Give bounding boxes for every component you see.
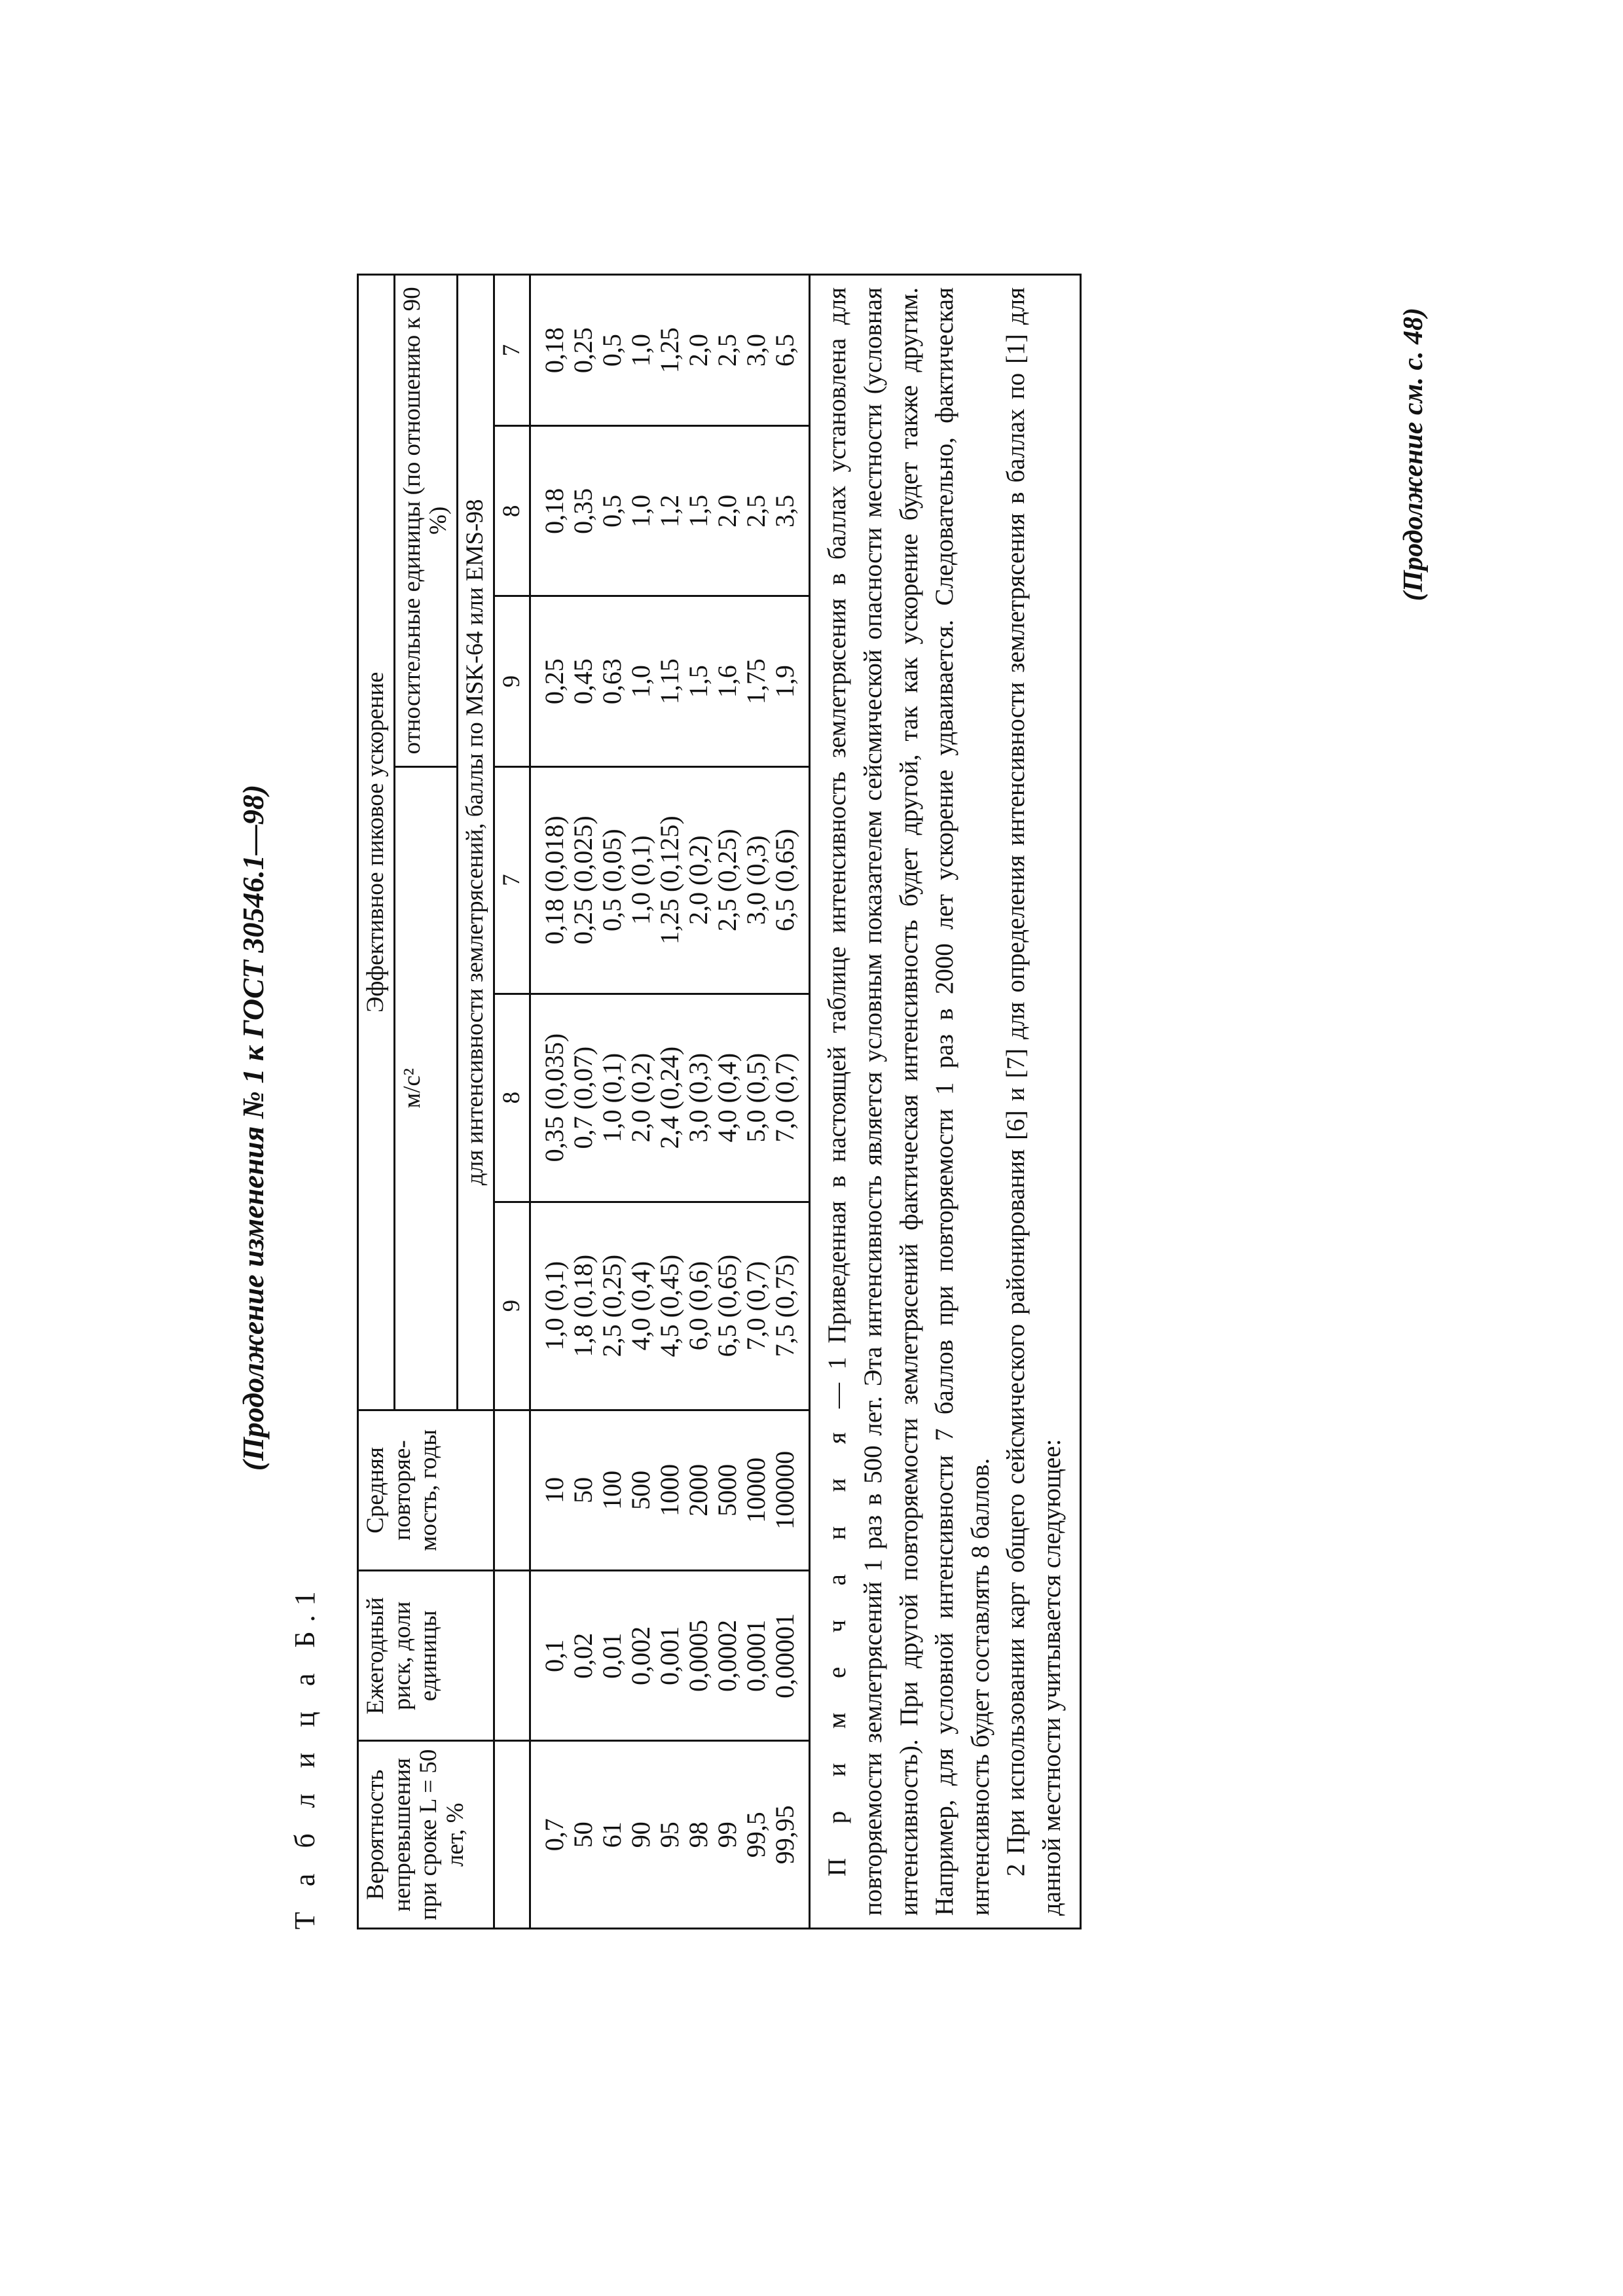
header-blank: [494, 1741, 530, 1929]
page-header: (Продолжение изменения № 1 к ГОСТ 30546.1—98): [236, 784, 270, 1471]
table-cell-value: 99,5: [741, 1812, 771, 1858]
header-grade-9: 9: [494, 596, 530, 766]
header-grade-7: 7: [494, 766, 530, 994]
table-cell-value: 6,0 (0,6): [684, 1261, 714, 1351]
column-relative-7: [530, 275, 810, 426]
table-cell-value: 6,5: [770, 334, 800, 367]
table-cell-value: 3,0: [741, 334, 771, 367]
table-cell-value: 1,2: [655, 494, 685, 528]
notes-cell: [810, 275, 1080, 1929]
table-cell-value: 1,5: [684, 494, 714, 528]
table-cell-value: 1,0 (0,1): [539, 1261, 570, 1351]
table-cell-value: 2,0: [712, 494, 742, 528]
table-cell-value: 1,0 (0,1): [597, 1052, 627, 1143]
data-table: [357, 274, 1082, 1929]
table-cell-value: 1,0: [626, 494, 656, 528]
table-cell-value: 5000: [712, 1463, 742, 1516]
column-ms2-9: [530, 1202, 810, 1410]
table-cell-value: 0,1: [539, 1639, 570, 1672]
table-cell-value: 3,0 (0,3): [684, 1052, 714, 1143]
header-blank: [494, 1571, 530, 1741]
table-cell-value: 50: [568, 1477, 598, 1503]
table-cell-value: 10: [539, 1477, 570, 1503]
notes: [820, 287, 1070, 1916]
table-cell-value: 4,0 (0,4): [626, 1261, 656, 1351]
table-cell-value: 3,0 (0,3): [741, 835, 771, 925]
table-cell-value: 2,5 (0,25): [597, 1254, 627, 1357]
table-cell-value: 0,001: [655, 1626, 685, 1685]
header-risk: Ежегодный риск, доли единицы: [358, 1571, 494, 1741]
table-cell-value: 500: [626, 1470, 656, 1510]
table-cell-value: 4,0 (0,4): [712, 1052, 742, 1143]
table-cell-value: 95: [655, 1821, 685, 1848]
table-cell-value: 0,0002: [712, 1619, 742, 1692]
table-cell-value: 7,0 (0,7): [770, 1052, 800, 1143]
header-blank: [494, 1410, 530, 1571]
column-relative-8: [530, 426, 810, 596]
table-cell-value: 2,0: [684, 334, 714, 367]
table-cell-value: 2,5 (0,25): [712, 829, 742, 931]
header-grade-8: 8: [494, 426, 530, 596]
table-cell-value: 1,6: [712, 665, 742, 698]
table-cell-value: 99,95: [770, 1805, 800, 1865]
table-cell-value: 4,5 (0,45): [655, 1254, 685, 1357]
table-cell-value: 1,9: [770, 665, 800, 698]
table-cell-value: 0,35 (0,035): [539, 1033, 570, 1162]
table-cell-value: 0,5: [597, 334, 627, 367]
note-1: — 1 Приведенная в настоящей таблице интенсивность землетрясения в баллах установлена для повторяемости землетрясений 1 раз в 500 лет. Эта интенсивность является условным показателем сейсмической опасности местности (условная интенсивность). При другой повторяемости землетрясений фактическая интенсивность будет другой, так как ускорение будет также другим. Например, для условной интенсивности 7 баллов при повторяемости 1 раз в 2000 лет ускорение удваивается. Следовательно, фактическая интенсивность будет составлять 8 баллов.: [823, 287, 994, 1916]
header-intensity: для интенсивности землетрясений, баллы по MSK-64 или EMS-98: [458, 275, 494, 1410]
table-cell-value: 50: [568, 1821, 598, 1848]
table-cell-value: 0,5: [597, 494, 627, 528]
table-cell-value: 0,5 (0,05): [597, 829, 627, 931]
table-cell-value: 61: [597, 1821, 627, 1848]
table-cell-value: 1,0: [626, 334, 656, 367]
table-cell-value: 90: [626, 1821, 656, 1848]
table-cell-value: 0,25 (0,025): [568, 816, 598, 944]
table-cell-value: 3,5: [770, 494, 800, 528]
table-cell-value: 1000: [655, 1463, 685, 1516]
header-ms2: м/с²: [394, 766, 457, 1410]
table-cell-value: 0,18 (0,018): [539, 816, 570, 944]
header-acceleration: Эффективное пиковое ускорение: [358, 275, 395, 1410]
header-probability: Вероятность непревышения при сроке L = 50 лет, %: [358, 1741, 494, 1929]
table-cell-value: 1,15: [655, 658, 685, 705]
table-cell-value: 2,0 (0,2): [626, 1052, 656, 1143]
table-cell-value: 1,5: [684, 665, 714, 698]
table-cell-value: 1,8 (0,18): [568, 1254, 598, 1357]
table-cell-value: 1,25: [655, 327, 685, 374]
table-cell-value: 7,5 (0,75): [770, 1254, 800, 1357]
table-cell-value: 10000: [741, 1457, 771, 1523]
column-period: [530, 1410, 810, 1571]
table-cell-value: 5,0 (0,5): [741, 1052, 771, 1143]
table-cell-value: 0,02: [568, 1632, 598, 1679]
table-cell-value: 2000: [684, 1463, 714, 1516]
table-cell-value: 6,5 (0,65): [770, 829, 800, 931]
header-grade-9: 9: [494, 1202, 530, 1410]
column-probability: [530, 1741, 810, 1929]
table-cell-value: 0,18: [539, 327, 570, 374]
table-cell-value: 0,002: [626, 1626, 656, 1685]
header-grade-8: 8: [494, 994, 530, 1202]
table-cell-value: 0,45: [568, 658, 598, 705]
table-cell-value: 1,0: [626, 665, 656, 698]
table-cell-value: 2,5: [741, 494, 771, 528]
table-cell-value: 0,18: [539, 488, 570, 534]
column-ms2-7: [530, 766, 810, 994]
table-container: [357, 274, 1082, 1929]
table-cell-value: 6,5 (0,65): [712, 1254, 742, 1357]
table-cell-value: 0,7 (0,07): [568, 1046, 598, 1149]
table-cell-value: 0,7: [539, 1818, 570, 1852]
table-cell-value: 0,63: [597, 658, 627, 705]
table-cell-value: 1,0 (0,1): [626, 835, 656, 925]
table-cell-value: 2,5: [712, 334, 742, 367]
notes-label: П р и м е ч а н и я: [823, 1422, 852, 1876]
page-footer: (Продолжение см. с. 48): [1398, 308, 1429, 601]
table-cell-value: 100000: [770, 1450, 800, 1530]
header-grade-7: 7: [494, 275, 530, 426]
table-cell-value: 0,00001: [770, 1613, 800, 1698]
table-cell-value: 0,35: [568, 488, 598, 534]
table-cell-value: 0,25: [568, 327, 598, 374]
table-cell-value: 2,4 (0,24): [655, 1046, 685, 1149]
header-period: Средняя повторяе-мость, годы: [358, 1410, 494, 1571]
table-cell-value: 99: [712, 1821, 742, 1848]
column-relative-9: [530, 596, 810, 766]
column-risk: [530, 1571, 810, 1741]
table-cell-value: 0,01: [597, 1632, 627, 1679]
header-relative: относительные единицы (по отношению к 90 %): [394, 275, 457, 767]
table-cell-value: 0,0001: [741, 1619, 771, 1692]
table-cell-value: 7,0 (0,7): [741, 1261, 771, 1351]
table-cell-value: 1,75: [741, 658, 771, 705]
note-2: 2 При использовании карт общего сейсмического районирования [6] и [7] для определения интенсивности землетрясения в баллах по [1] для данной местности учитывается следующее:: [1002, 287, 1066, 1916]
table-cell-value: 0,25: [539, 658, 570, 705]
table-cell-value: 1,25 (0,125): [655, 816, 685, 944]
table-caption: Т а б л и ц а Б.1: [289, 1582, 321, 1929]
table-cell-value: 98: [684, 1821, 714, 1848]
column-ms2-8: [530, 994, 810, 1202]
table-cell-value: 0,0005: [684, 1619, 714, 1692]
table-cell-value: 2,0 (0,2): [684, 835, 714, 925]
table-cell-value: 100: [597, 1470, 627, 1510]
